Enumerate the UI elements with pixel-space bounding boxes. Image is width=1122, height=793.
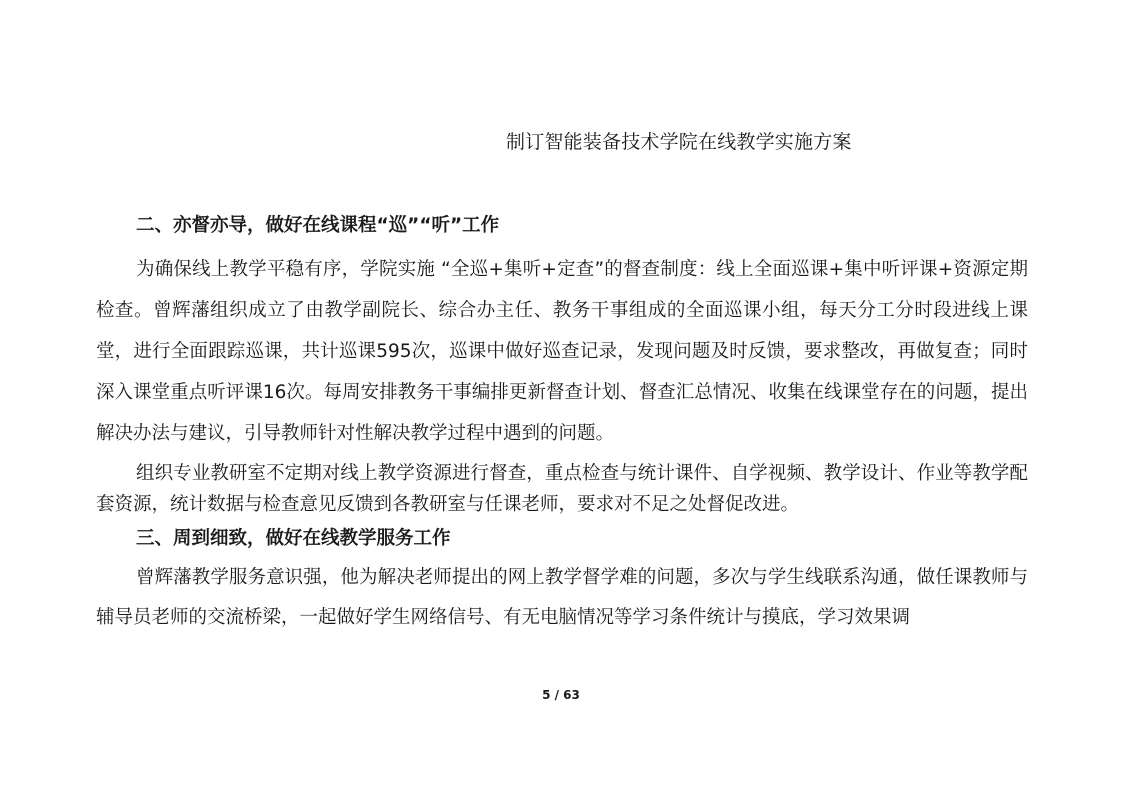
document-body xyxy=(96,209,1028,638)
section-3-heading: 三、周到细致，做好在线教学服务工作 xyxy=(136,528,451,549)
section-2-paragraph-1: 为确保线上教学平稳有序，学院实施 “全巡+集听+定查”的督查制度：线上全面巡课+集中听评课+资源定期检查。曾辉藩组织成立了由教学副院长、综合办主任、教务干事组成的全面巡课小组，每天分工分时段进线上课堂，进行全面跟踪巡课，共计巡课595次，巡课中做好巡查记录，发现问题及时反馈，要求整改，再做复查；同时深入课堂重点听评课16次。每周安排教务干事编排更新督查计划、督查汇总情况、收集在线课堂存在的问题，提出解决办法与建议，引导教师针对性解决教学过程中遇到的问题。 xyxy=(96,259,1028,444)
document-title: 制订智能装备技术学院在线教学实施方案 xyxy=(506,131,852,153)
section-2-paragraph-2: 组织专业教研室不定期对线上教学资源进行督查，重点检查与统计课件、自学视频、教学设计、作业等教学配套资源，统计数据与检查意见反馈到各教研室与任课老师，要求对不足之处督促改进。 xyxy=(96,463,1028,515)
page-number: 5 / 63 xyxy=(542,688,580,702)
section-2-heading: 二、亦督亦导，做好在线课程“巡”“听”工作 xyxy=(136,215,500,236)
section-3-paragraph-1: 曾辉藩教学服务意识强，他为解决老师提出的网上教学督学难的问题，多次与学生线联系沟通，做任课教师与辅导员老师的交流桥梁，一起做好学生网络信号、有无电脑情况等学习条件统计与摸底，学习效果调 xyxy=(96,567,1028,628)
